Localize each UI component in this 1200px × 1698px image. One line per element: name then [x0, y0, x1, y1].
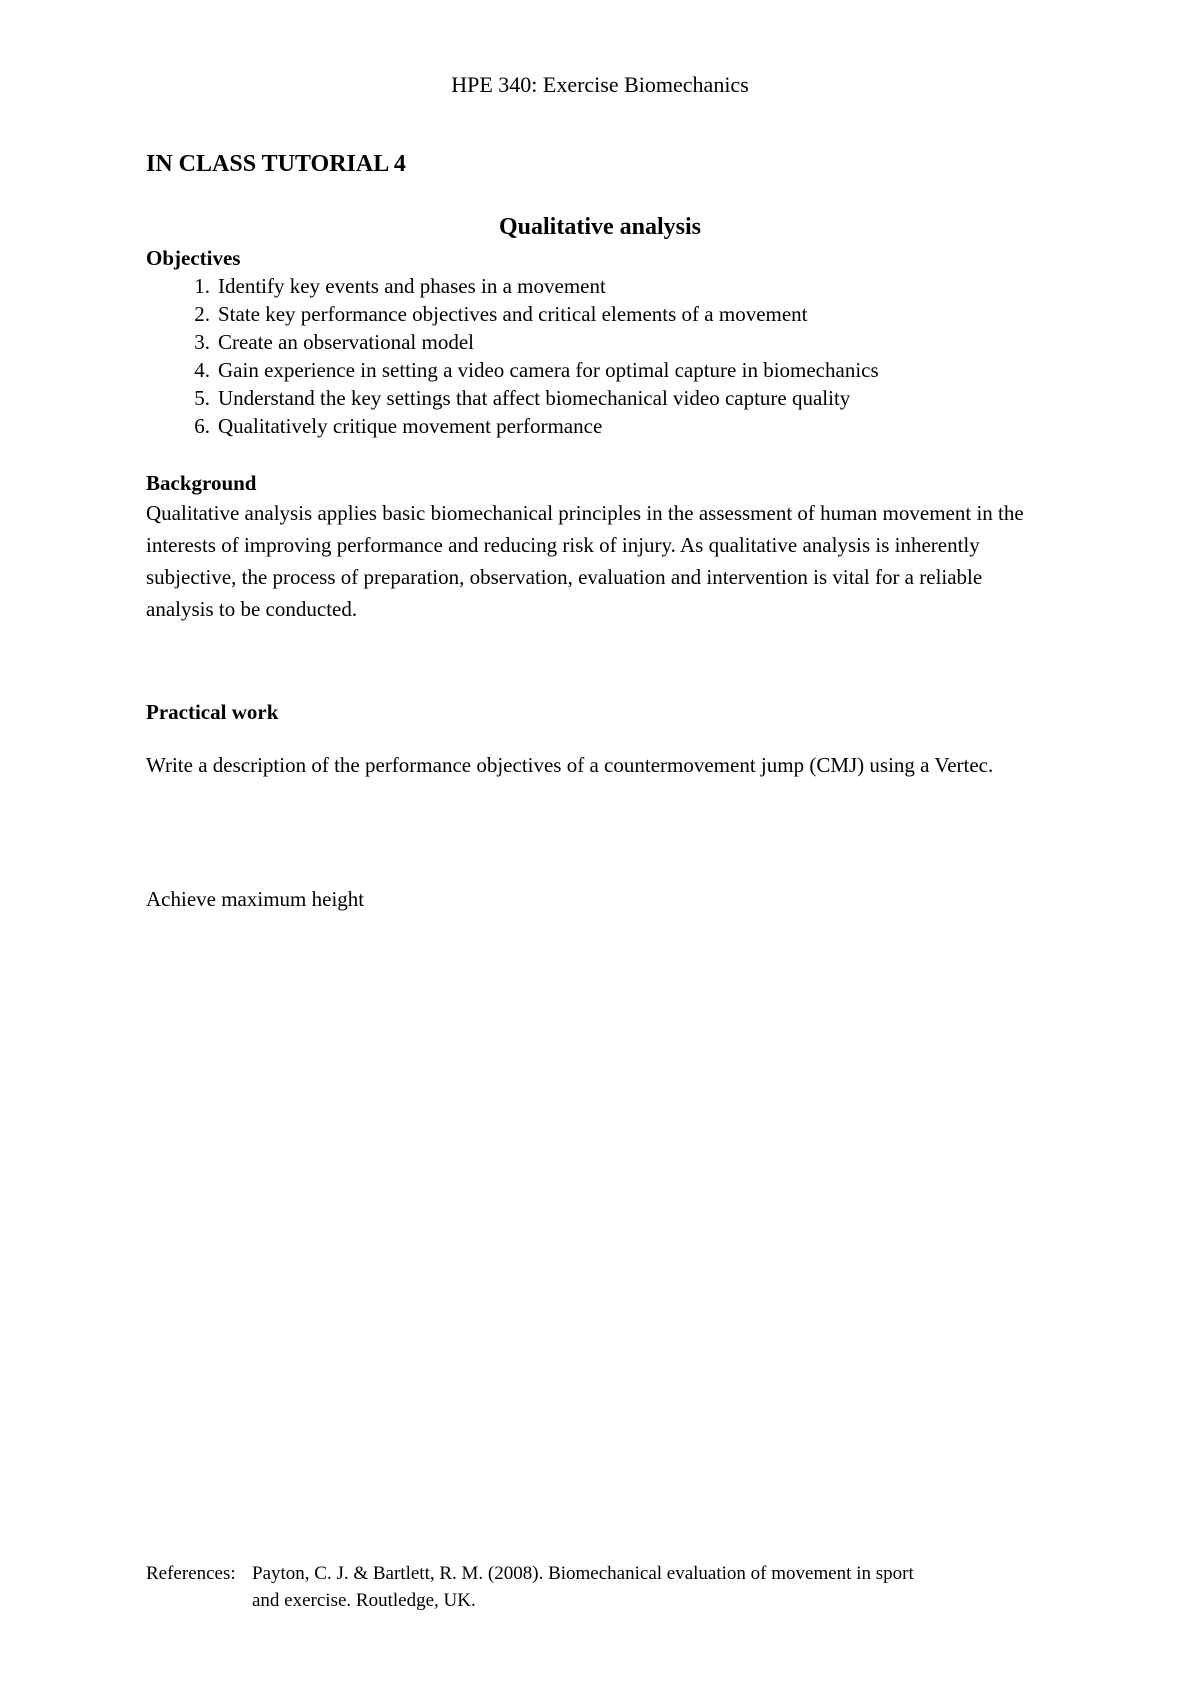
reference-line-1: Payton, C. J. & Bartlett, R. M. (2008). Biomechanical evaluation of movement in sport: [252, 1563, 914, 1584]
course-title: HPE 340: Exercise Biomechanics: [451, 72, 749, 97]
objective-text: Qualitatively critique movement performance: [218, 414, 603, 438]
objective-text: Understand the key settings that affect biomechanical video capture quality: [218, 386, 851, 410]
reference-indent: [146, 1587, 252, 1614]
references: [146, 1560, 1076, 1614]
topic-title: Qualitative analysis: [498, 214, 702, 240]
objective-number: 4.: [194, 358, 210, 382]
objective-number: 3.: [194, 330, 210, 354]
reference-continuation: [146, 1587, 1076, 1614]
objective-number: 5.: [194, 386, 210, 410]
objective-text: Identify key events and phases in a movement: [218, 274, 606, 298]
objective-text: State key performance objectives and critical elements of a movement: [218, 302, 808, 326]
practical-answer: Achieve maximum height: [146, 887, 365, 911]
objective-item: [146, 272, 879, 300]
objective-text: Gain experience in setting a video camera for optimal capture in biomechanics: [218, 358, 879, 382]
practical-instruction: Write a description of the performance objectives of a countermovement jump (CMJ) using a Vertec.: [146, 753, 994, 777]
objective-item: [146, 356, 879, 384]
objectives-list: [146, 272, 879, 440]
objective-number: 1.: [194, 274, 210, 298]
objective-item: [146, 412, 879, 440]
tutorial-title: IN CLASS TUTORIAL 4: [146, 151, 406, 177]
references-label: References:: [146, 1563, 236, 1584]
objective-item: [146, 300, 879, 328]
reference-line-2: and exercise. Routledge, UK.: [252, 1590, 476, 1611]
reference-entry: [146, 1560, 1076, 1587]
background-heading: Background: [146, 471, 257, 495]
practical-heading: Practical work: [146, 700, 279, 724]
objective-item: [146, 328, 879, 356]
objective-number: 2.: [194, 302, 210, 326]
objective-item: [146, 384, 879, 412]
objective-number: 6.: [194, 414, 210, 438]
objective-text: Create an observational model: [218, 330, 474, 354]
background-paragraph: Qualitative analysis applies basic biomechanical principles in the assessment of human movement in the interests of improving performance and reducing risk of injury. As qualitative analysis is inherently subjective, the process of preparation, observation, evaluation and intervention is vital for a reliable analysis to be conducted.: [146, 501, 1024, 621]
objectives-heading: Objectives: [146, 246, 241, 270]
